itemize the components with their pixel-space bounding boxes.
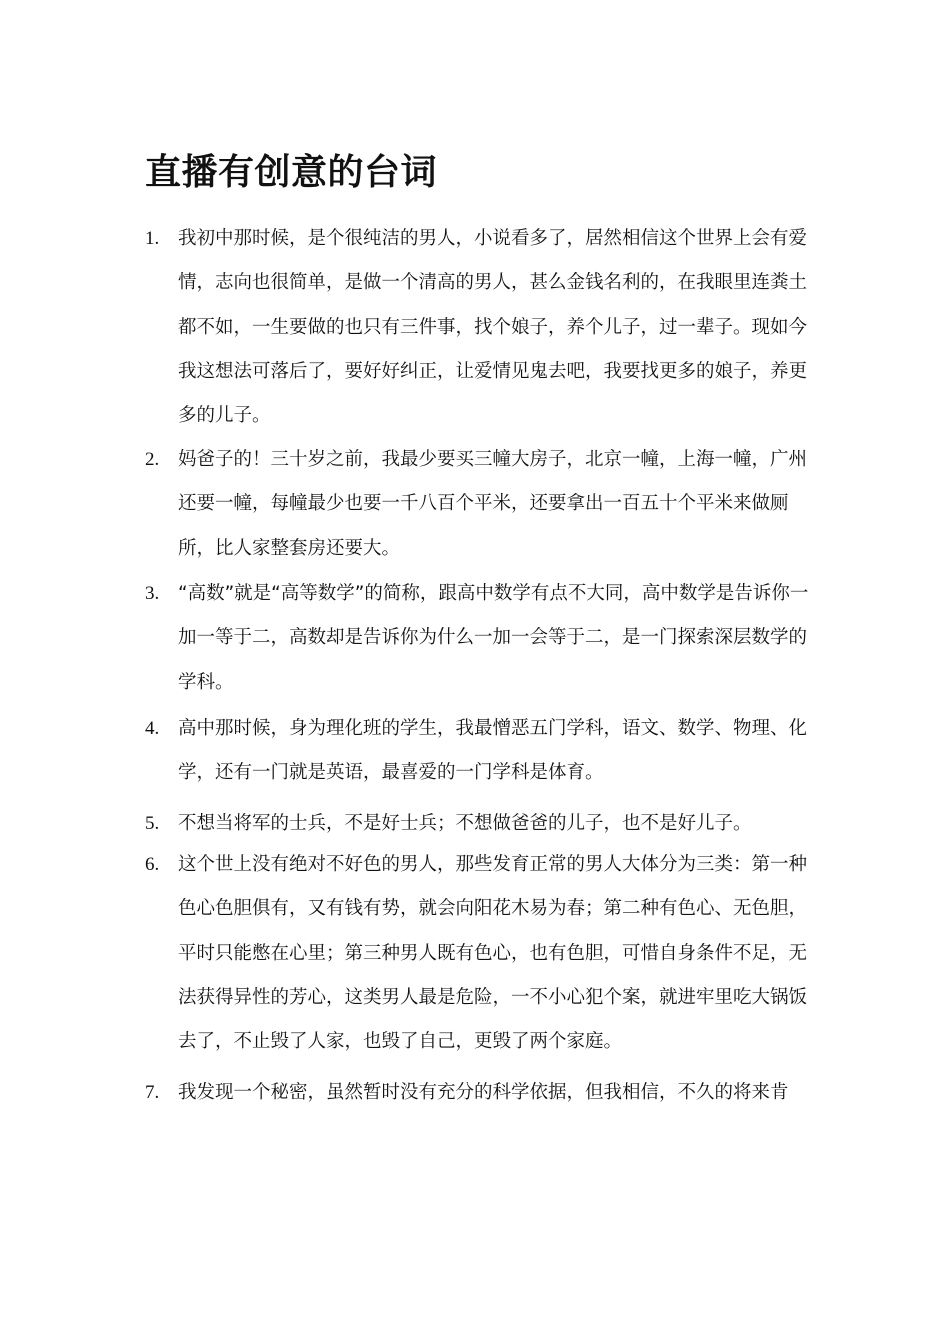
list-item [145,802,815,846]
list-item [145,843,815,1064]
item-text: “高数”就是“高等数学”的简称，跟高中数学有点不大同，高中数学是告诉你一加一等于二，高数却是告诉你为什么一加一会等于二，是一门探索深层数学的学科。 [178,583,809,693]
item-number: 2. [145,449,160,470]
list-item [145,707,815,796]
item-text: 这个世上没有绝对不好色的男人，那些发育正常的男人大体分为三类：第一种色心色胆俱有，又有钱有势，就会向阳花木易为春；第二种有色心、无色胆，平时只能憋在心里；第三种男人既有色心，也有色胆，可惜自身条件不足，无法获得异性的芳心，这类男人最是危险，一不小心犯个案，就进牢里吃大锅饭去了，不止毁了人家，也毁了自己，更毁了两个家庭。 [178,854,808,1053]
item-number: 3. [145,583,160,604]
page-title: 直播有创意的台词 [145,152,438,193]
item-number: 5. [145,813,160,834]
item-number: 7. [145,1082,160,1103]
item-number: 6. [145,854,160,875]
list-item [145,438,815,571]
item-text: 高中那时候，身为理化班的学生，我最憎恶五门学科，语文、数学、物理、化学，还有一门就是英语，最喜爱的一门学科是体育。 [178,718,808,784]
item-text: 我发现一个秘密，虽然暂时没有充分的科学依据，但我相信，不久的将来肯 [178,1082,789,1103]
item-number: 4. [145,718,160,739]
list-item [145,1071,815,1115]
item-text: 我初中那时候，是个很纯洁的男人，小说看多了，居然相信这个世界上会有爱情，志向也很简单，是做一个清高的男人，甚么金钱名利的，在我眼里连粪土都不如，一生要做的也只有三件事，找个娘子，养个儿子，过一辈子。现如今我这想法可落后了，要好好纠正，让爱情见鬼去吧，我要找更多的娘子，养更多的儿子。 [178,228,808,427]
item-text: 不想当将军的士兵，不是好士兵；不想做爸爸的儿子，也不是好儿子。 [178,813,752,834]
item-text: 妈爸子的！三十岁之前，我最少要买三幢大房子，北京一幢，上海一幢，广州还要一幢，每幢最少也要一千八百个平米，还要拿出一百五十个平米来做厕所，比人家整套房还要大。 [178,449,808,559]
list-item [145,217,815,438]
item-number: 1. [145,228,160,249]
list-item [145,572,815,705]
